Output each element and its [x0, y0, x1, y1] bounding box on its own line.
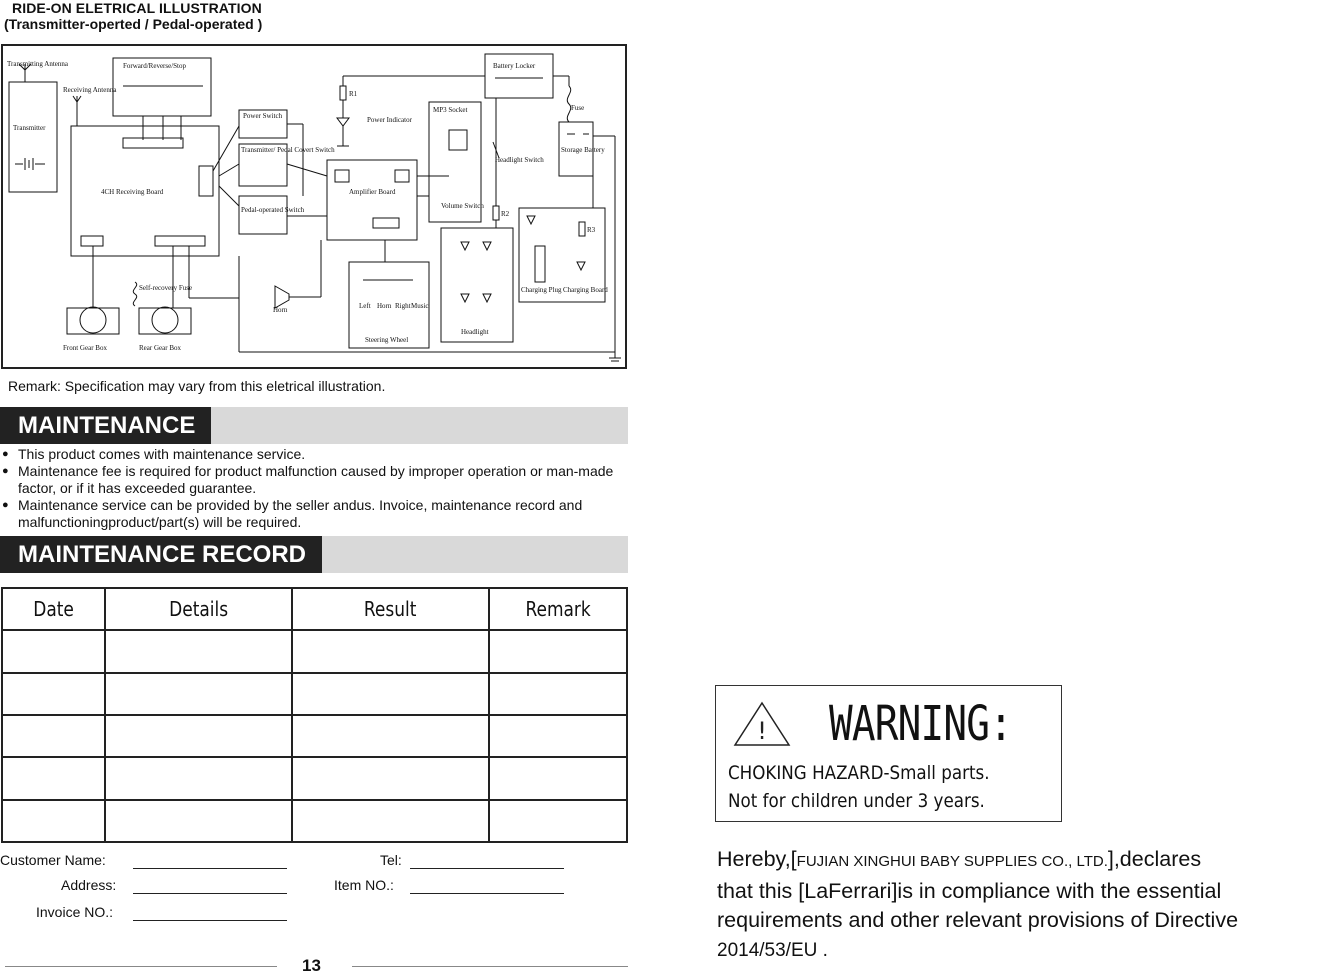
label-pedal-switch: Pedal-operated Switch — [241, 206, 305, 214]
declaration-line-1 — [717, 845, 1342, 877]
label-self-recovery-fuse: Self-recovery Fuse — [139, 284, 193, 292]
section-title: RIDE-ON ELETRICAL ILLUSTRATION — [12, 0, 262, 16]
table-row — [2, 630, 627, 672]
table-row — [2, 715, 627, 757]
label-rear-gear-box: Rear Gear Box — [139, 344, 181, 352]
label-r1: R1 — [349, 90, 358, 98]
customer-name-label: Customer Name: — [0, 852, 106, 868]
maintenance-heading: MAINTENANCE — [0, 407, 211, 444]
record-cell[interactable] — [292, 757, 488, 799]
column-result: Result — [307, 588, 474, 630]
footer-rule-left — [5, 966, 277, 967]
invoice-no-field[interactable] — [133, 920, 287, 921]
record-cell[interactable] — [489, 630, 627, 672]
label-transmitter: Transmitter — [13, 124, 46, 132]
wiring-diagram-svg — [3, 46, 625, 367]
label-sw-horn: Horn — [377, 302, 392, 310]
label-sw-right: Right — [395, 302, 411, 310]
warning-title: WARNING: — [829, 696, 1013, 752]
maintenance-list — [0, 446, 628, 531]
maintenance-item: ● Maintenance service can be provided by the seller andus. Invoice, maintenance record and malfunctioningproduct/part(s) will be required. — [0, 497, 628, 531]
declaration-line-3: requirements and other relevant provisions of Directive — [717, 908, 1239, 932]
record-cell[interactable] — [2, 715, 105, 757]
record-cell[interactable] — [292, 715, 488, 757]
record-cell[interactable] — [2, 757, 105, 799]
declaration-text: ],declares — [1107, 847, 1202, 871]
label-mp3-socket: MP3 Socket — [433, 106, 468, 114]
record-cell[interactable] — [2, 630, 105, 672]
record-cell[interactable] — [292, 800, 488, 842]
tel-field[interactable] — [410, 868, 564, 869]
invoice-no-label: Invoice NO.: — [36, 904, 114, 920]
label-front-gear-box: Front Gear Box — [63, 344, 107, 352]
page-number: 13 — [302, 956, 321, 975]
tel-label: Tel: — [380, 852, 402, 868]
maintenance-record-header — [0, 536, 628, 573]
maintenance-item: ● Maintenance fee is required for product malfunction caused by improper operation or man-made factor, or if it has exceeded guarantee. — [0, 463, 628, 497]
label-volume-switch: Volume Switch — [441, 202, 484, 210]
label-battery-locker: Battery Locker — [493, 62, 536, 70]
label-charging-plug: Charging Plug — [521, 286, 562, 294]
label-r3: R3 — [587, 226, 596, 234]
warning-box — [715, 685, 1062, 822]
address-field[interactable] — [133, 893, 287, 894]
label-storage-battery: Storage Battery — [561, 146, 605, 154]
maintenance-record-heading: MAINTENANCE RECORD — [0, 536, 322, 573]
record-cell[interactable] — [489, 715, 627, 757]
warning-line-2: Not for children under 3 years. — [728, 790, 985, 812]
declaration-line-2: that this [LaFerrari]is in compliance with the essential — [717, 878, 1222, 903]
label-headlight: Headlight — [461, 328, 489, 336]
table-header-row — [2, 588, 627, 630]
label-sw-music: Music — [411, 302, 429, 310]
record-cell[interactable] — [105, 800, 292, 842]
wiring-diagram — [1, 44, 627, 369]
diagram-remark: Remark: Specification may vary from this eletrical illustration. — [8, 378, 386, 394]
section-subtitle: (Transmitter-operted / Pedal-operated ) — [4, 16, 263, 32]
maintenance-record-table — [1, 587, 628, 843]
svg-text:!: ! — [757, 717, 767, 745]
label-forward-reverse-stop: Forward/Reverse/Stop — [123, 62, 186, 70]
declaration — [717, 845, 1342, 965]
table-row — [2, 757, 627, 799]
label-steering-wheel: Steering Wheel — [365, 336, 409, 344]
column-remark: Remark — [499, 588, 616, 630]
address-label: Address: — [61, 877, 117, 893]
declaration-line-4: 2014/53/EU . — [717, 939, 828, 961]
label-receiving-antenna: Receiving Antenna — [63, 86, 117, 94]
label-r2: R2 — [501, 210, 510, 218]
customer-name-field[interactable] — [133, 868, 287, 869]
label-transmitting-antenna: Transmitting Antenna — [7, 60, 68, 68]
table-row — [2, 673, 627, 715]
maintenance-header — [0, 407, 628, 444]
column-details: Details — [119, 588, 278, 630]
record-cell[interactable] — [489, 800, 627, 842]
declaration-text: Hereby,[ — [717, 847, 797, 871]
record-cell[interactable] — [489, 673, 627, 715]
record-cell[interactable] — [292, 673, 488, 715]
label-headlight-switch: Headlight Switch — [495, 156, 544, 164]
label-receiving-board: 4CH Receiving Board — [101, 188, 164, 196]
label-power-switch: Power Switch — [243, 112, 283, 120]
label-horn: Horn — [273, 306, 288, 314]
record-cell[interactable] — [105, 673, 292, 715]
item-no-label: Item NO.: — [334, 877, 394, 893]
item-no-field[interactable] — [410, 893, 564, 894]
label-sw-left: Left — [359, 302, 371, 310]
record-cell[interactable] — [2, 673, 105, 715]
label-transmitter-pedal-switch: Transmitter/ Pedal Covert Switch — [241, 146, 335, 154]
column-date: Date — [10, 588, 98, 630]
warning-line-1: CHOKING HAZARD-Small parts. — [728, 762, 990, 784]
warning-triangle-icon — [732, 700, 792, 748]
record-cell[interactable] — [105, 630, 292, 672]
maintenance-item: ● This product comes with maintenance service. — [0, 446, 628, 463]
label-power-indicator: Power Indicator — [367, 116, 412, 124]
record-cell[interactable] — [105, 715, 292, 757]
label-charging-board: Charging Board — [563, 286, 608, 294]
record-cell[interactable] — [489, 757, 627, 799]
record-cell[interactable] — [2, 800, 105, 842]
declaration-company: FUJIAN XINGHUI BABY SUPPLIES CO., LTD. — [796, 853, 1108, 870]
record-cell[interactable] — [105, 757, 292, 799]
table-row — [2, 800, 627, 842]
footer-rule-right — [352, 966, 628, 967]
record-cell[interactable] — [292, 630, 488, 672]
label-fuse: Fuse — [571, 104, 585, 112]
label-amplifier-board: Amplifier Board — [349, 188, 396, 196]
